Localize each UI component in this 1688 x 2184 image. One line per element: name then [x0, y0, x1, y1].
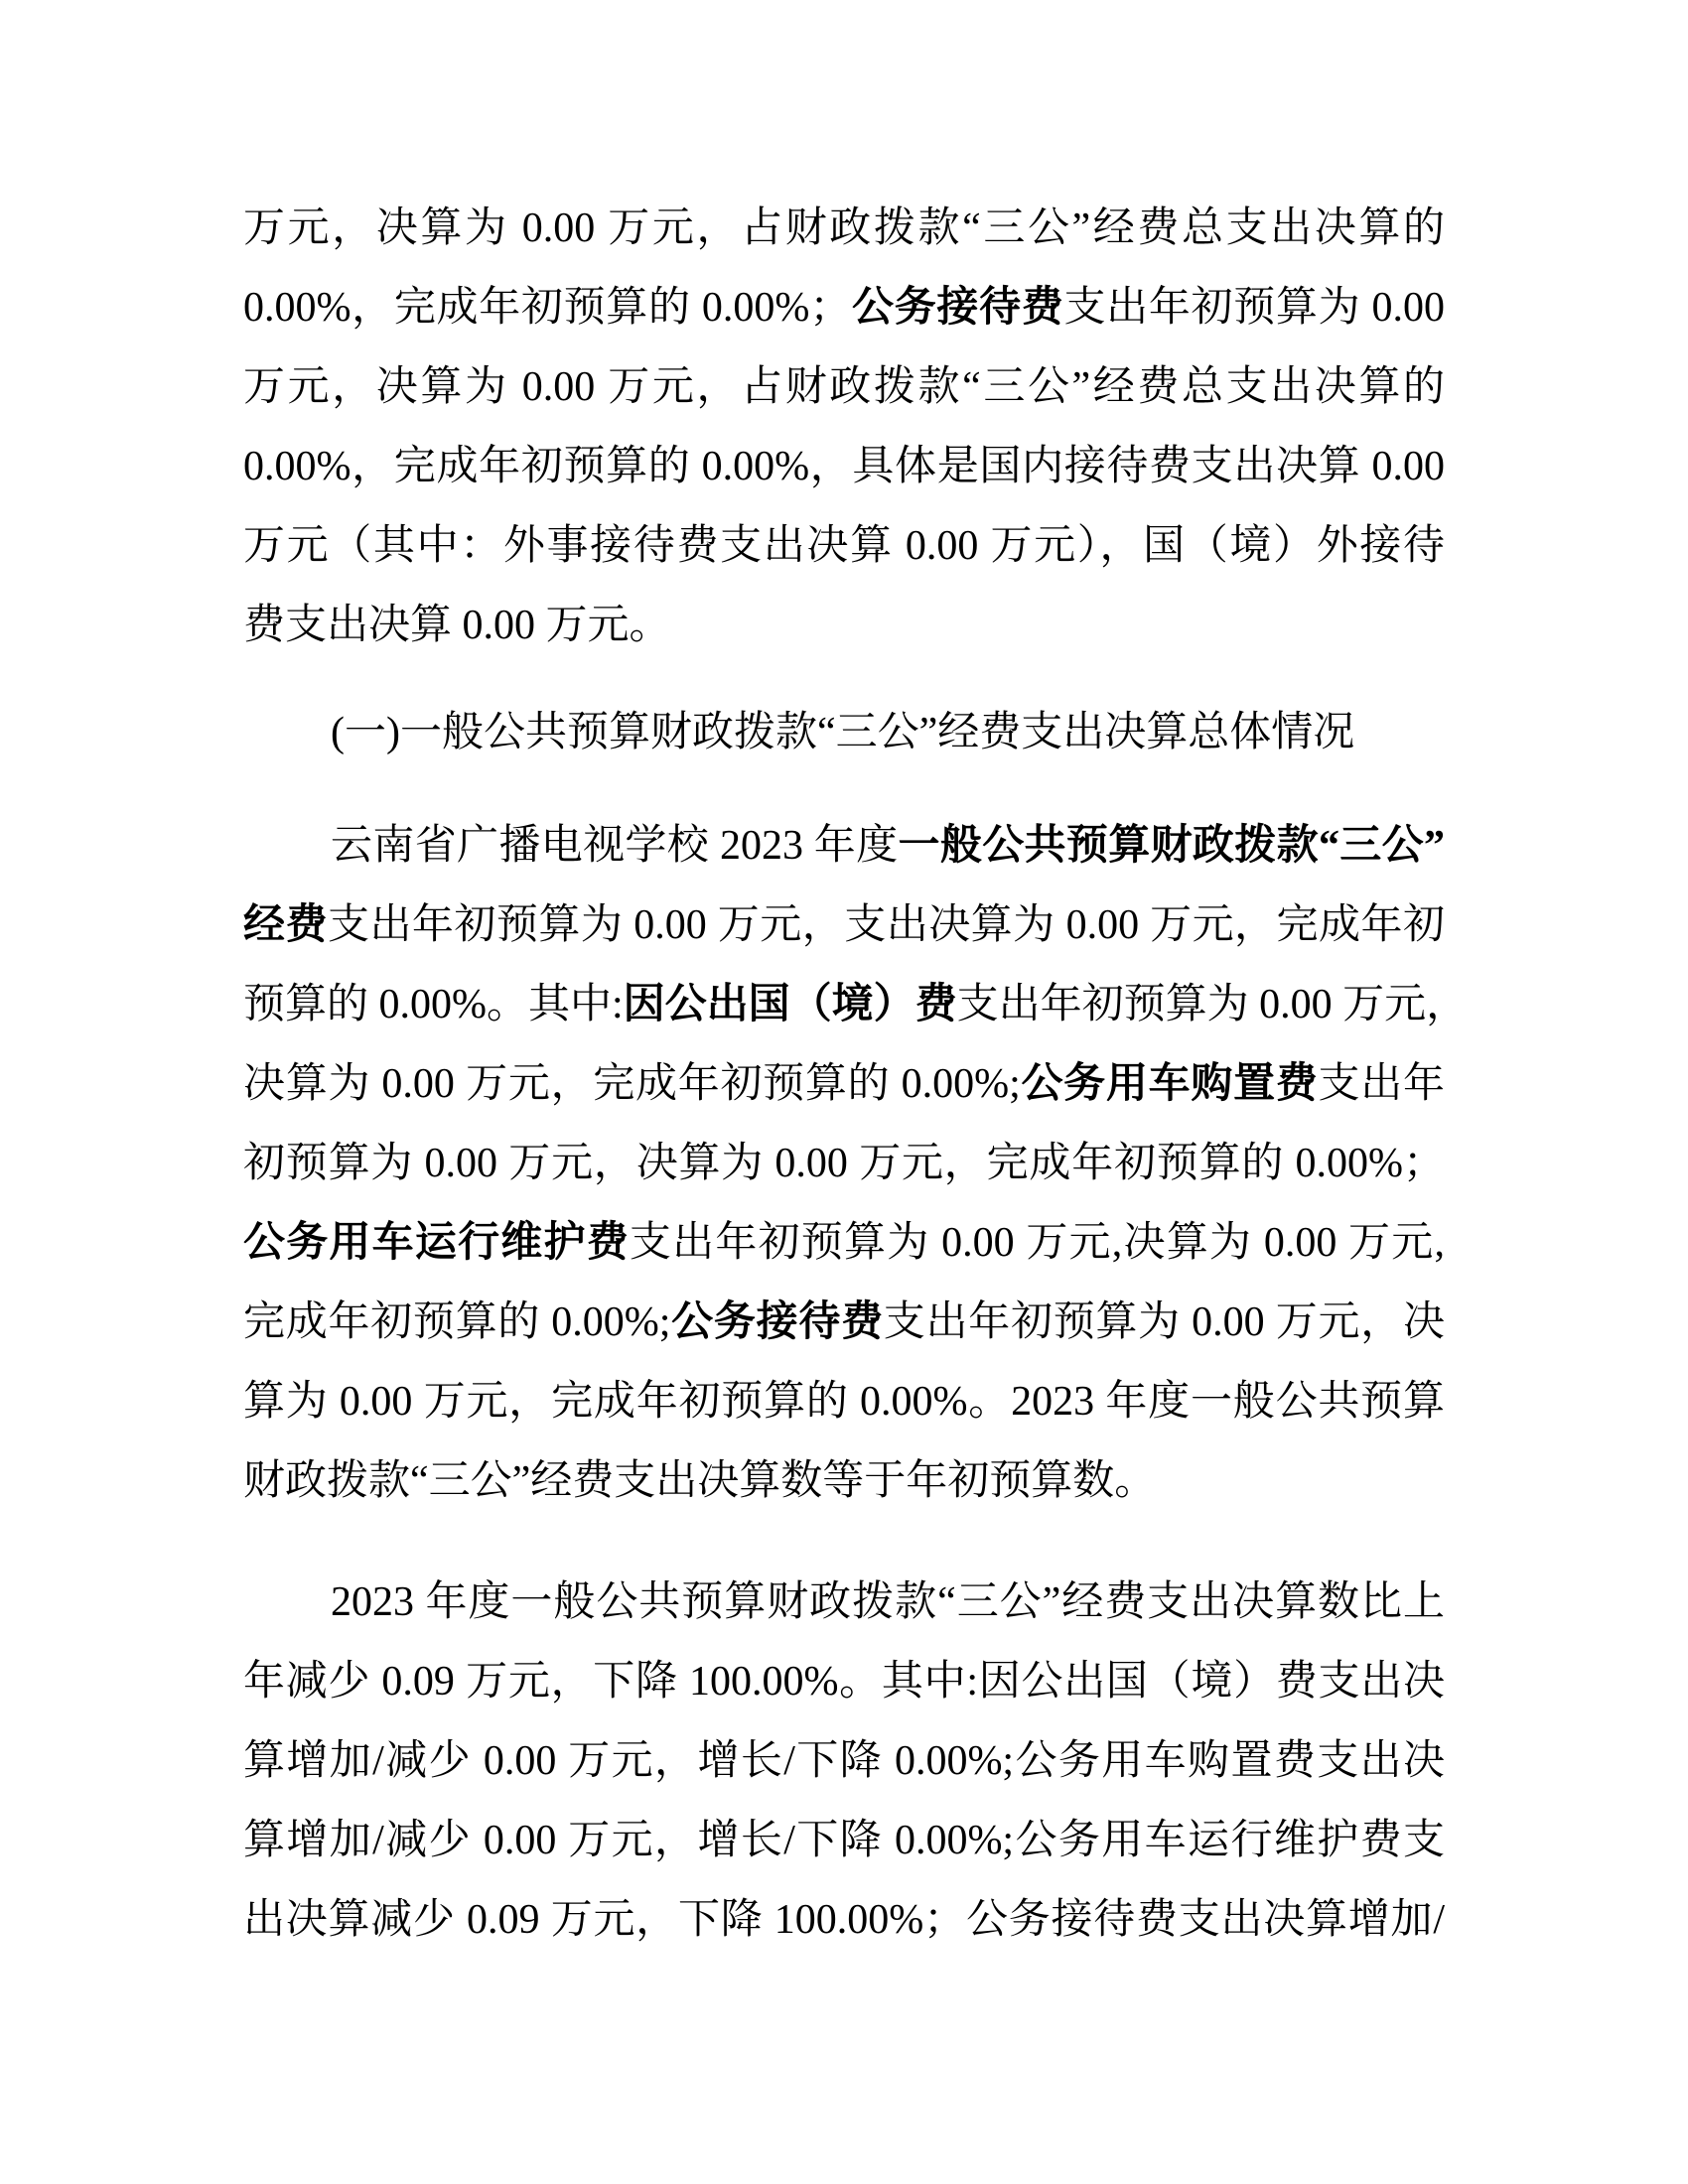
- text-line: [243, 1283, 1445, 1362]
- bold-text-segment: 一般公共预算财政拨款“三公”: [898, 823, 1445, 869]
- text-line: [243, 693, 1445, 772]
- text-segment: 支出年初预算为 0.00 万元，决: [883, 1299, 1445, 1345]
- text-segment: 决算为 0.00 万元，完成年初预算的 0.00%;: [243, 1061, 1021, 1107]
- text-line: [243, 347, 1445, 427]
- text-segment: 算为 0.00 万元，完成年初预算的 0.00%。2023 年度一般公共预算: [243, 1379, 1445, 1425]
- text-segment: 算增加/减少 0.00 万元，增长/下降 0.00%;公务用车购置费支出决: [243, 1738, 1445, 1784]
- text-line: [243, 1801, 1445, 1880]
- text-segment: 支出年初预算为 0.00 万元,决算为 0.00 万元,: [629, 1220, 1445, 1266]
- text-line: [243, 1721, 1445, 1801]
- paragraph: [243, 1563, 1445, 1960]
- bold-text-segment: 因公出国（境）费: [623, 982, 957, 1027]
- paragraph: [243, 806, 1469, 1521]
- text-line: [243, 1203, 1445, 1283]
- text-segment: 出决算减少 0.09 万元，下降 100.00%；公务接待费支出决算增加/: [243, 1897, 1445, 1943]
- bold-text-segment: 经费: [243, 902, 328, 948]
- text-segment: 支出年初预算为 0.00: [1063, 285, 1445, 331]
- text-segment: 2023 年度一般公共预算财政拨款“三公”经费支出决算数比上: [331, 1579, 1445, 1625]
- text-line: [243, 506, 1445, 586]
- text-line: [243, 1441, 1445, 1521]
- paragraph: [243, 189, 1445, 665]
- text-segment: 初预算为 0.00 万元，决算为 0.00 万元，完成年初预算的 0.00%；: [243, 1141, 1445, 1186]
- text-segment: (一)一般公共预算财政拨款“三公”经费支出决算总体情况: [331, 710, 1355, 755]
- text-segment: 0.00%，完成年初预算的 0.00%；: [243, 285, 852, 331]
- text-line: [243, 586, 1445, 665]
- text-segment: 财政拨款“三公”经费支出决算数等于年初预算数。: [243, 1458, 1157, 1504]
- text-line: [243, 965, 1469, 1044]
- text-segment: 预算的 0.00%。其中:: [243, 982, 624, 1027]
- text-line: [243, 1124, 1445, 1203]
- text-line: [243, 189, 1445, 268]
- text-segment: 支出年初预算为 0.00 万元，: [956, 982, 1469, 1027]
- text-line: [243, 1880, 1445, 1960]
- text-line: [243, 806, 1445, 886]
- text-line: [243, 1044, 1445, 1124]
- text-line: [243, 1563, 1445, 1642]
- bold-text-segment: 公务用车购置费: [1020, 1061, 1319, 1107]
- document-text-block: [243, 189, 1469, 1960]
- text-segment: 年减少 0.09 万元，下降 100.00%。其中:因公出国（境）费支出决: [243, 1659, 1445, 1705]
- text-segment: 支出年: [1318, 1061, 1445, 1107]
- bold-text-segment: 公务用车运行维护费: [243, 1220, 630, 1266]
- text-segment: 费支出决算 0.00 万元。: [243, 603, 671, 648]
- text-segment: 万元（其中：外事接待费支出决算 0.00 万元），国（境）外接待: [243, 523, 1445, 569]
- text-segment: 0.00%，完成年初预算的 0.00%，具体是国内接待费支出决算 0.00: [243, 444, 1445, 489]
- text-line: [243, 1642, 1445, 1721]
- bold-text-segment: 公务接待费: [851, 285, 1064, 331]
- text-segment: 万元，决算为 0.00 万元，占财政拨款“三公”经费总支出决算的: [243, 205, 1445, 251]
- text-segment: 算增加/减少 0.00 万元，增长/下降 0.00%;公务用车运行维护费支: [243, 1818, 1445, 1863]
- text-line: [243, 1362, 1445, 1441]
- text-segment: 云南省广播电视学校 2023 年度: [331, 823, 899, 869]
- text-line: [243, 427, 1445, 506]
- bold-text-segment: 公务接待费: [670, 1299, 884, 1345]
- text-segment: 万元，决算为 0.00 万元，占财政拨款“三公”经费总支出决算的: [243, 364, 1445, 410]
- text-segment: 完成年初预算的 0.00%;: [243, 1299, 671, 1345]
- section-heading: [243, 693, 1445, 772]
- text-line: [243, 268, 1445, 347]
- text-segment: 支出年初预算为 0.00 万元，支出决算为 0.00 万元，完成年初: [327, 902, 1445, 948]
- text-line: [243, 886, 1445, 965]
